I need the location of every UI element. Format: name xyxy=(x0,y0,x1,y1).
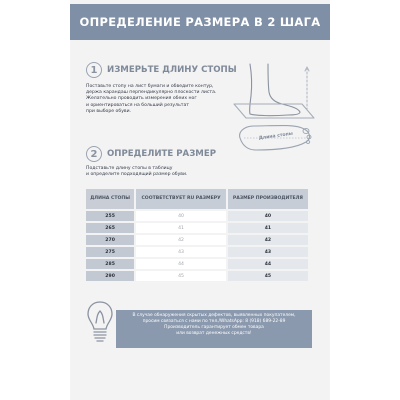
table-header-row xyxy=(86,189,308,209)
cell-maker-size: 41 xyxy=(228,223,308,233)
step2-title: ОПРЕДЕЛИТЕ РАЗМЕР xyxy=(107,149,217,159)
step1-line: и ориентироваться на больший результат xyxy=(86,102,189,108)
size-table xyxy=(84,187,310,283)
page-title: ОПРЕДЕЛЕНИЕ РАЗМЕРА В 2 ШАГА xyxy=(79,15,321,29)
step1-line: Желательно проводить измерения обеих ног xyxy=(86,96,197,102)
step2-line: Подставьте длину стопы в таблицу xyxy=(86,166,173,171)
step1-title: ИЗМЕРЬТЕ ДЛИНУ СТОПЫ xyxy=(107,65,237,75)
note-line: или возврат денежных средств! xyxy=(176,331,252,337)
cell-ru-size: 40 xyxy=(136,211,226,221)
note-line: В случае обнаружения скрытых дефектов, выявленных покупателем, xyxy=(132,313,296,318)
cell-ru-size: 42 xyxy=(136,235,226,245)
cell-foot-length: 275 xyxy=(86,247,134,257)
cell-ru-size: 43 xyxy=(136,247,226,257)
table-row xyxy=(86,259,308,269)
cell-ru-size: 41 xyxy=(136,223,226,233)
header-foot-length: ДЛИНА СТОПЫ xyxy=(86,189,134,209)
cell-ru-size: 45 xyxy=(136,271,226,281)
cell-foot-length: 290 xyxy=(86,271,134,281)
cell-ru-size: 44 xyxy=(136,259,226,269)
warranty-note xyxy=(116,310,312,348)
step2-instructions xyxy=(86,166,187,178)
step1-heading xyxy=(86,62,237,78)
step2-heading xyxy=(86,146,216,162)
step2-line: и определите подходящий размер обуви. xyxy=(86,172,188,178)
cell-maker-size: 44 xyxy=(228,259,308,269)
table-row xyxy=(86,211,308,221)
cell-foot-length: 285 xyxy=(86,259,134,269)
table-row xyxy=(86,223,308,233)
table-row xyxy=(86,235,308,245)
header-maker-size: РАЗМЕР ПРОИЗВОДИТЕЛЯ xyxy=(228,189,308,209)
step2-number: 2 xyxy=(86,146,102,162)
cell-foot-length: 255 xyxy=(86,211,134,221)
cell-maker-size: 43 xyxy=(228,247,308,257)
foot-sole xyxy=(250,112,300,116)
title-banner xyxy=(70,4,330,40)
cell-maker-size: 40 xyxy=(228,211,308,221)
table-row xyxy=(86,247,308,257)
cell-foot-length: 265 xyxy=(86,223,134,233)
table-row xyxy=(86,271,308,281)
light-bulb-icon xyxy=(85,298,115,350)
note-line: просим связаться с нами по тел./WhatsApp: 8 (918) 689-22-89 xyxy=(142,319,286,325)
step1-number: 1 xyxy=(86,62,102,78)
cell-maker-size: 45 xyxy=(228,271,308,281)
cell-foot-length: 270 xyxy=(86,235,134,245)
footprint-outline xyxy=(240,126,311,151)
header-ru-size: СООТВЕТСТВУЕТ RU РАЗМЕРУ xyxy=(136,189,226,209)
leg-outline xyxy=(268,64,300,112)
note-line: Производитель гарантирует обмен товара xyxy=(164,325,264,331)
step1-line: при выборе обуви. xyxy=(86,108,132,114)
illustration-label: Длина стопы xyxy=(258,131,294,142)
leg-outline xyxy=(250,64,252,114)
cell-maker-size: 42 xyxy=(228,235,308,245)
step1-line: Поставьте стопу на лист бумаги и обведите контур, xyxy=(86,84,214,89)
foot-measure-icon xyxy=(228,60,318,160)
step1-instructions xyxy=(86,84,216,115)
step1-line: держа карандаш перпендикулярно плоскости листа. xyxy=(86,90,217,96)
